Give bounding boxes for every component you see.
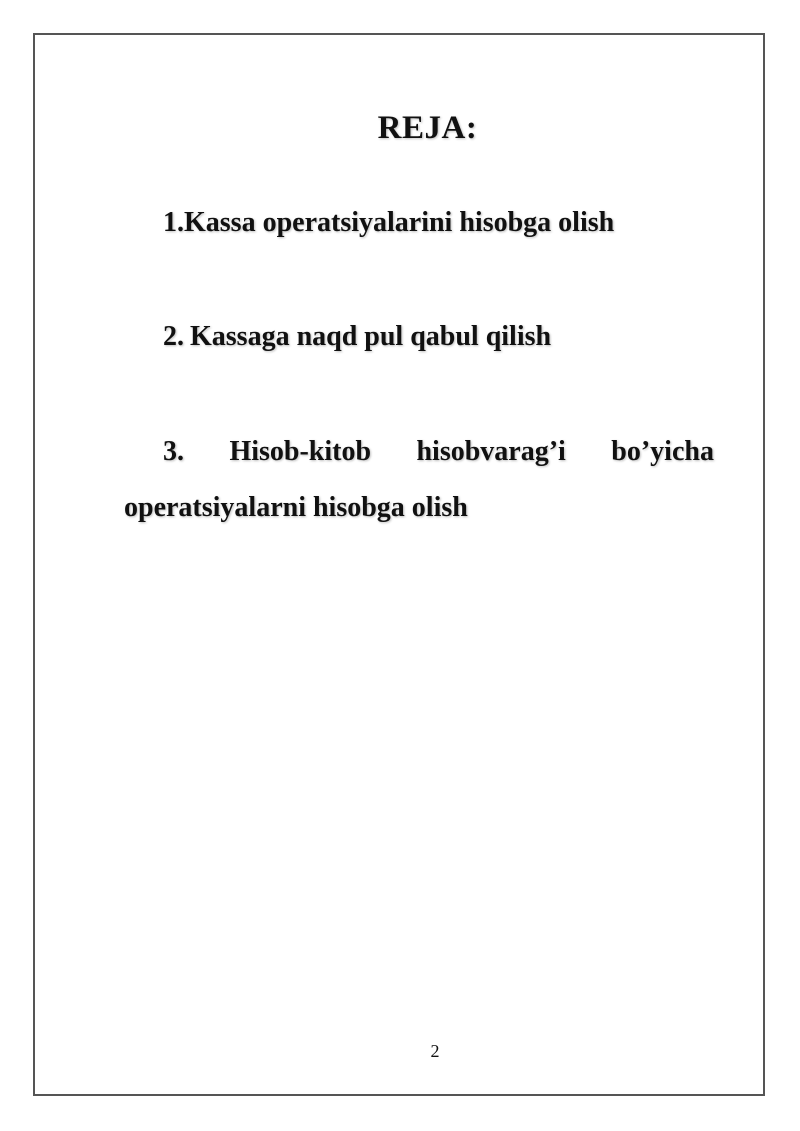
plan-item-3-line-1 xyxy=(163,436,714,468)
page-number: 2 xyxy=(430,1041,440,1061)
plan-item-2-number: 2. xyxy=(163,321,184,352)
plan-item-2-text: Kassaga naqd pul qabul qilish xyxy=(190,321,552,352)
plan-item-2 xyxy=(163,321,551,353)
plan-item-3-word: Hisob-kitob xyxy=(229,436,372,467)
page-title: REJA: xyxy=(377,110,478,146)
plan-item-3-line-2: operatsiyalarni hisobga olish xyxy=(124,492,468,523)
plan-item-3-number: 3. xyxy=(163,436,184,467)
page-border xyxy=(33,33,765,1096)
plan-item-3-word: bo’yicha xyxy=(611,436,714,467)
plan-item-1: 1.Kassa operatsiyalarini hisobga olish xyxy=(163,207,615,238)
plan-item-3-word: hisobvarag’i xyxy=(416,436,566,467)
